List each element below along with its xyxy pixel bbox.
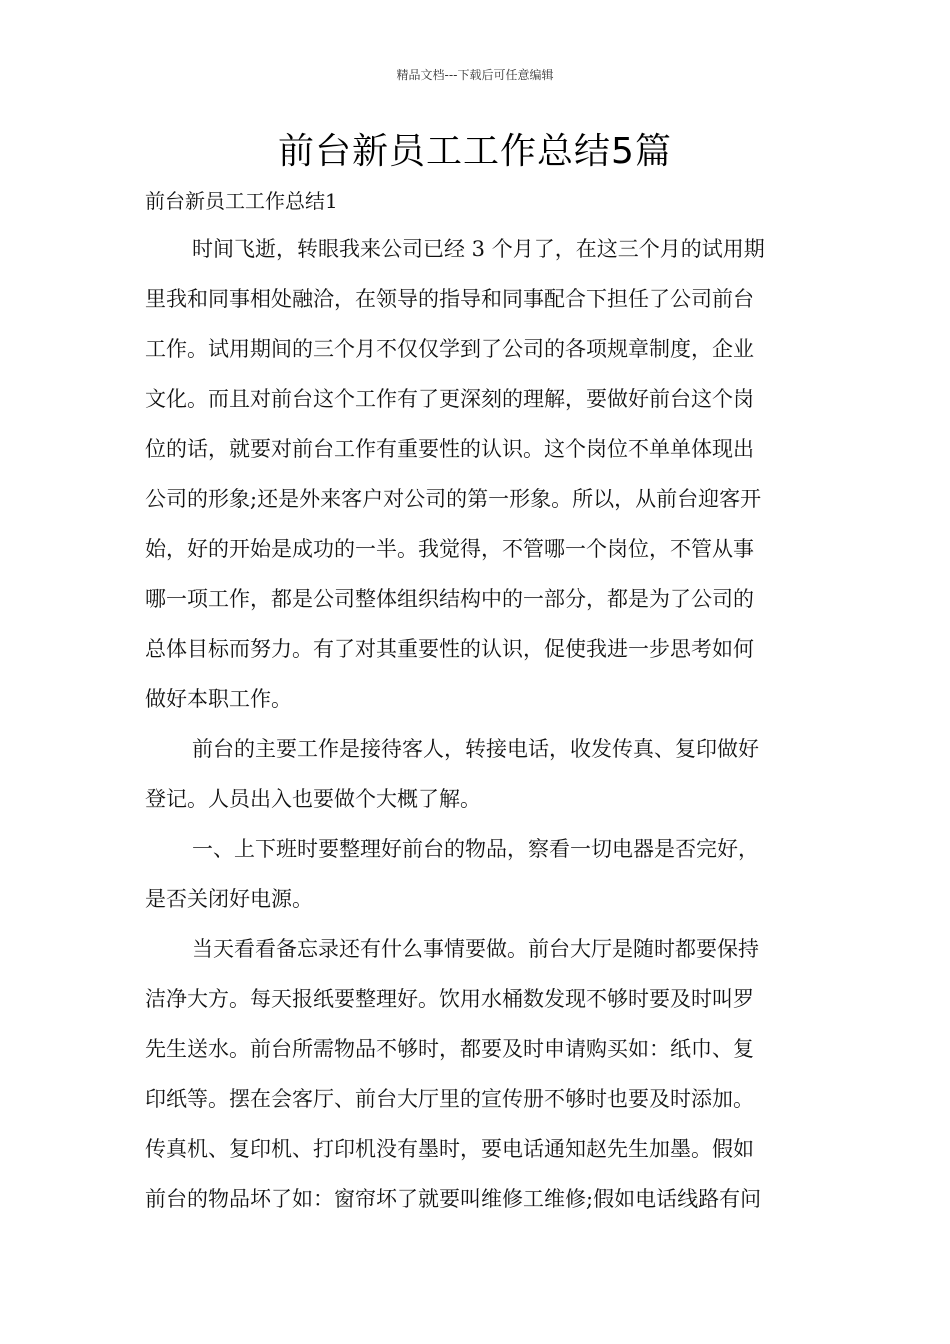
- body-line: 公司的形象;还是外来客户对公司的第一形象。所以，从前台迎客开: [145, 487, 762, 511]
- document-title: 前台新员工工作总结5篇: [278, 131, 672, 172]
- body-line: 印纸等。摆在会客厅、前台大厅里的宣传册不够时也要及时添加。: [145, 1087, 754, 1111]
- body-line: 洁净大方。每天报纸要整理好。饮用水桶数发现不够时要及时叫罗: [145, 987, 754, 1011]
- body-line: 始，好的开始是成功的一半。我觉得，不管哪一个岗位，不管从事: [145, 537, 754, 561]
- body-line: 是否关闭好电源。: [145, 887, 313, 911]
- body-line: 当天看看备忘录还有什么事情要做。前台大厅是随时都要保持: [192, 937, 759, 961]
- header-note: 精品文档---下载后可任意编辑: [396, 68, 554, 82]
- section-heading: 前台新员工工作总结1: [145, 189, 338, 213]
- body-line: 传真机、复印机、打印机没有墨时，要电话通知赵先生加墨。假如: [145, 1137, 754, 1161]
- body-line: 前台的物品坏了如：窗帘坏了就要叫维修工维修;假如电话线路有问: [145, 1187, 762, 1211]
- body-line: 前台的主要工作是接待客人，转接电话，收发传真、复印做好: [192, 737, 759, 761]
- body-line: 做好本职工作。: [145, 687, 292, 711]
- body-line: 位的话，就要对前台工作有重要性的认识。这个岗位不单单体现出: [145, 437, 754, 461]
- body-line: 先生送水。前台所需物品不够时，都要及时申请购买如：纸巾、复: [145, 1037, 754, 1061]
- body-line: 登记。人员出入也要做个大概了解。: [145, 787, 481, 811]
- body-line: 文化。而且对前台这个工作有了更深刻的理解，要做好前台这个岗: [145, 387, 754, 411]
- body-line: 时间飞逝，转眼我来公司已经 3 个月了，在这三个月的试用期: [192, 237, 765, 261]
- body-line: 一、上下班时要整理好前台的物品，察看一切电器是否完好，: [192, 837, 759, 861]
- body-line: 哪一项工作，都是公司整体组织结构中的一部分，都是为了公司的: [145, 587, 754, 611]
- body-line: 工作。试用期间的三个月不仅仅学到了公司的各项规章制度，企业: [145, 337, 754, 361]
- body-line: 里我和同事相处融洽，在领导的指导和同事配合下担任了公司前台: [145, 287, 754, 311]
- body-line: 总体目标而努力。有了对其重要性的认识，促使我进一步思考如何: [145, 637, 754, 661]
